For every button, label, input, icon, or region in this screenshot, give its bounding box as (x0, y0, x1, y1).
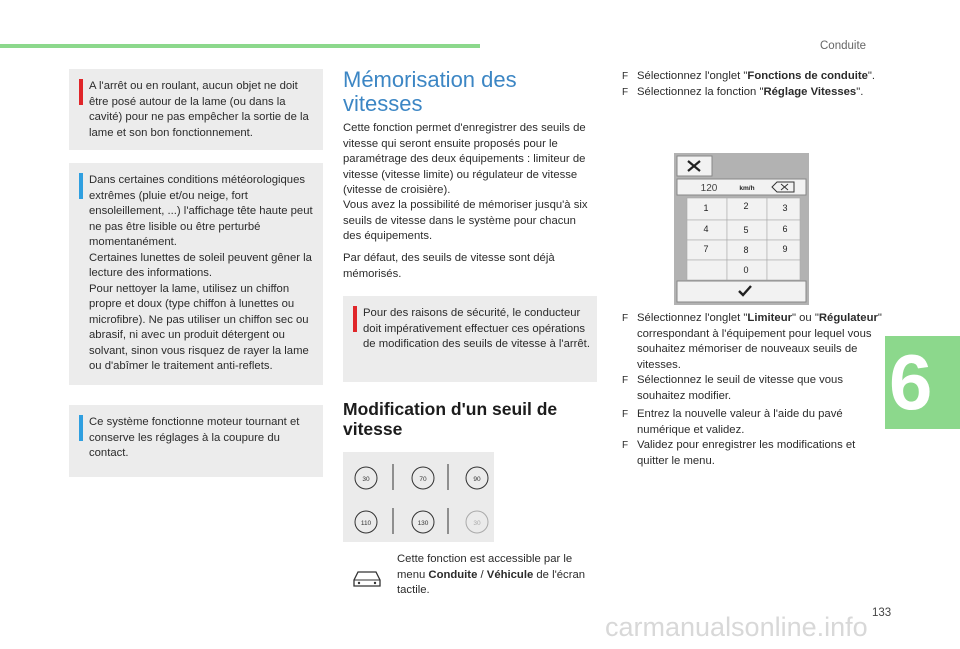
speed-value: 130 (417, 520, 429, 527)
car-icon (350, 566, 384, 590)
page-title: Mémorisation des vitesses (343, 67, 517, 116)
validate-button[interactable] (677, 281, 806, 302)
speed-thresholds-illustration (343, 452, 494, 542)
key-label: 3 (782, 203, 788, 213)
info-box-system (69, 405, 323, 477)
chapter-tab (885, 336, 960, 429)
key-label: 9 (782, 244, 788, 254)
key-label: 2 (743, 201, 749, 211)
info-text-3: Pour nettoyer la lame, utilisez un chiffon propre et doux (type chiffon à lunettes ou microfibre). Ne pas utiliser un chiffon sec ou abrasif, ni avec un produit détergent ou solvant, sinon vous risquez de rayer la lame ou d'abîmer le traitement anti-reflets. (89, 282, 309, 372)
warning-box-safety (343, 296, 597, 382)
warning-box-lame (69, 69, 323, 150)
step-6: F Validez pour enregistrer les modifications et quitter le menu. (622, 439, 856, 467)
section-title: Conduite (820, 40, 867, 52)
step-4: F Sélectionnez le seuil de vitesse que vous souhaitez modifier. (622, 374, 843, 402)
info-text: Ce système fonctionne moteur tournant et conserve les réglages à la coupure du contact. (89, 416, 300, 459)
unit-label: km/h (739, 185, 755, 192)
keypad-key[interactable] (687, 260, 727, 280)
speed-value: 30 (473, 520, 481, 527)
chapter-number: 6 (889, 338, 933, 426)
info-box-conditions (69, 163, 323, 385)
key-label: 5 (743, 225, 749, 235)
info-icon (79, 173, 83, 199)
steps-bottom (622, 311, 884, 469)
step-1: F Sélectionnez l'onglet "Fonctions de conduite". (622, 70, 876, 82)
subsection-title: Modification d'un seuil de vitesse (343, 399, 558, 439)
warning-text: A l'arrêt ou en roulant, aucun objet ne doit être posé autour de la lame (ou dans la cavité) pour ne pas empêcher la sortie de la lame et son bon fonctionnement. (89, 80, 309, 139)
info-text-2: Certaines lunettes de soleil peuvent gêner la lecture des informations. (89, 251, 312, 279)
key-label: 1 (703, 203, 709, 213)
info-text-1: Dans certaines conditions météorologiques extrêmes (pluie et/ou neige, fort ensoleillement, ...) l'affichage tête haute peut ne pas être lisible ou être perturbé momentanément. (89, 174, 313, 248)
key-label: 4 (703, 224, 709, 234)
step-3: F Sélectionnez l'onglet "Limiteur" ou "Régulateur" correspondant à l'équipement pour lequel vous souhaitez mémoriser de nouveaux seuils de vitesses. (622, 312, 882, 371)
speed-thresholds-svg (343, 452, 494, 542)
warning-icon (79, 79, 83, 105)
info-icon (79, 415, 83, 441)
header-accent-bar (0, 44, 480, 48)
keypad-svg (674, 153, 809, 305)
warning-text: Pour des raisons de sécurité, le conducteur doit impérativement effectuer ces opérations de modification des seuils de vitesse à l'arrêt. (363, 307, 590, 350)
speed-input-value: 120 (700, 183, 718, 194)
steps-top (622, 69, 884, 100)
key-label: 7 (703, 244, 709, 254)
keypad-key[interactable] (767, 260, 800, 280)
step-5: F Entrez la nouvelle valeur à l'aide du pavé numérique et validez. (622, 408, 843, 436)
key-label: 6 (782, 224, 788, 234)
speed-value: 70 (419, 476, 427, 483)
speed-value: 90 (473, 476, 481, 483)
access-text: Cette fonction est accessible par le menu Conduite / Véhicule de l'écran tactile. (397, 553, 586, 596)
key-label: 8 (743, 245, 749, 255)
paragraph-intro: Cette fonction permet d'enregistrer des seuils de vitesse qui seront ensuite proposés pour le paramétrage des deux équipements : limiteur de vitesse (vitesse limite) ou régulateur de vitesse (vitesse de croisière). (343, 122, 586, 196)
paragraph-six-thresholds: Vous avez la possibilité de mémoriser jusqu'à six seuils de vitesse dans le système pour chacun des équipements. (343, 199, 588, 242)
page-number: 133 (872, 607, 892, 619)
speed-value: 30 (362, 476, 370, 483)
watermark: carmanualsonline.info (605, 612, 868, 642)
key-label: 0 (743, 265, 749, 275)
warning-icon (353, 306, 357, 332)
step-2: F Sélectionnez la fonction "Réglage Vitesses". (622, 85, 864, 98)
speed-keypad-screenshot (674, 153, 809, 305)
speed-value: 110 (360, 520, 372, 527)
paragraph-default: Par défaut, des seuils de vitesse sont déjà mémorisés. (343, 252, 555, 280)
